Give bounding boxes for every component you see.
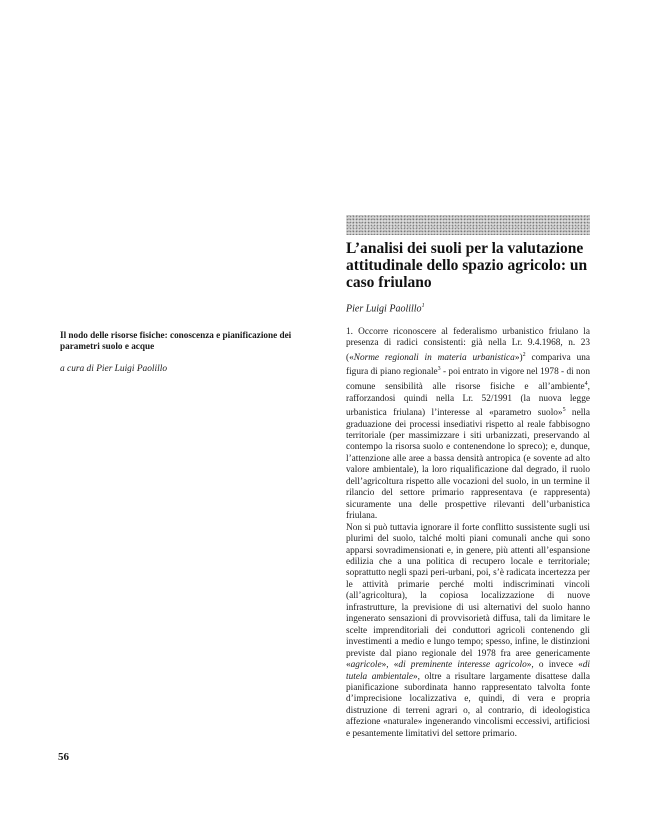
series-title: Il nodo delle risorse fisiche: conoscenza e pianificazione dei parametri suolo e acque [60, 330, 292, 351]
italic-text: agricole [350, 660, 382, 671]
author-name: Pier Luigi Paolillo [346, 303, 422, 315]
italic-text: Norme regionali in materia urbanistica [353, 353, 515, 363]
italic-text: di tutela ambientale [346, 660, 590, 682]
text-run: », « [381, 660, 399, 671]
article-author [346, 300, 586, 315]
italic-text: di preminente interesse agricolo [398, 660, 527, 671]
paragraph-2 [346, 523, 590, 741]
author-footnote-marker: 1 [421, 303, 425, 309]
text-run: Non si può tuttavia ignorare il forte conflitto sussistente sugli usi plurimi del suolo, talché molti piani comunali anche qui sono apparsi sovradimensionati e, in genere, più attenti all’espansione edilizia che a una politica di recupero locale e territoriale; soprattutto negli spazi peri-urbani, poi, s’è radicata incertezza per le attività primarie perché molti indiscriminati vincoli (all’agricoltura), la copiosa localizzazione di nuove infrastrutture, la previsione di usi alternativi del suolo hanno ingenerato sensazioni di provvisorietà diffusa, tali da limitare le scelte imprenditoriali dei conduttori agricoli contenendo gli investimenti a medio e lungo tempo; spesso, infine, le distinzioni previste dal piano regionale del 1978 fra aree genericamente « [346, 522, 590, 671]
text-run: », oltre a risultare largamente disattese dalla pianificazione subordinata hanno rappresentato talvolta fonte d’imprecisione localizzativa e, quindi, di vera e propria distruzione di terreni agrari o, al contrario, di ideologistica affezione «naturale» ingenerando vincolismi eccessivi, artificiosi e pesantemente limitativi del settore primario. [346, 671, 590, 739]
series-editor: a cura di Pier Luigi Paolillo [60, 364, 168, 374]
footnote-marker: 3 [437, 366, 441, 373]
article-title: L’analisi dei suoli per la valutazione attitudinale dello spazio agricolo: un caso friulano [346, 240, 588, 291]
text-run: , rafforzandosi quindi nella Lr. 52/1991 (la nuova legge urbanistica friulana) l’interesse al «parametro suolo» [346, 382, 590, 419]
text-run: nella graduazione dei processi insediativi rispetto al reale fabbisogno territoriale (per massimizzare i siti urbanizzati, preservando al contempo la risorsa suolo e contenendone lo spreco); e, dunque, l’attenzione alle aree a bassa densità antropica (e sovente ad alto valore ambientale), la loro riqualificazione dal degrado, il ruolo dell’agricoltura rispetto alle vocazioni del suolo, in un termine il rilancio del settore primario rappresentava (e rappresenta) sicuramente una delle prospettive rilevanti dell’urbanistica friulana. [346, 408, 590, 522]
footnote-marker: 5 [562, 407, 566, 413]
text-run: - poi entrato in vigore nel 1978 - di non comune sensibilità alle risorse fisiche e all’ambiente [346, 367, 590, 393]
footnote-marker: 4 [584, 381, 588, 387]
text-run: compariva una figura di piano regionale [346, 353, 590, 378]
footnote-marker: 2 [522, 351, 526, 358]
paragraph-1 [346, 327, 590, 523]
decorative-halftone-band [346, 215, 590, 235]
text-run: 1. Occorre riconoscere al federalismo urbanistico friulano la presenza di radici consistenti: già nella Lr. 9.4.1968, n. 23 (« [346, 327, 590, 363]
page-number: 56 [58, 751, 69, 763]
text-run: ») [514, 353, 523, 363]
article-body [346, 327, 590, 740]
text-run: », o invece « [526, 660, 583, 671]
